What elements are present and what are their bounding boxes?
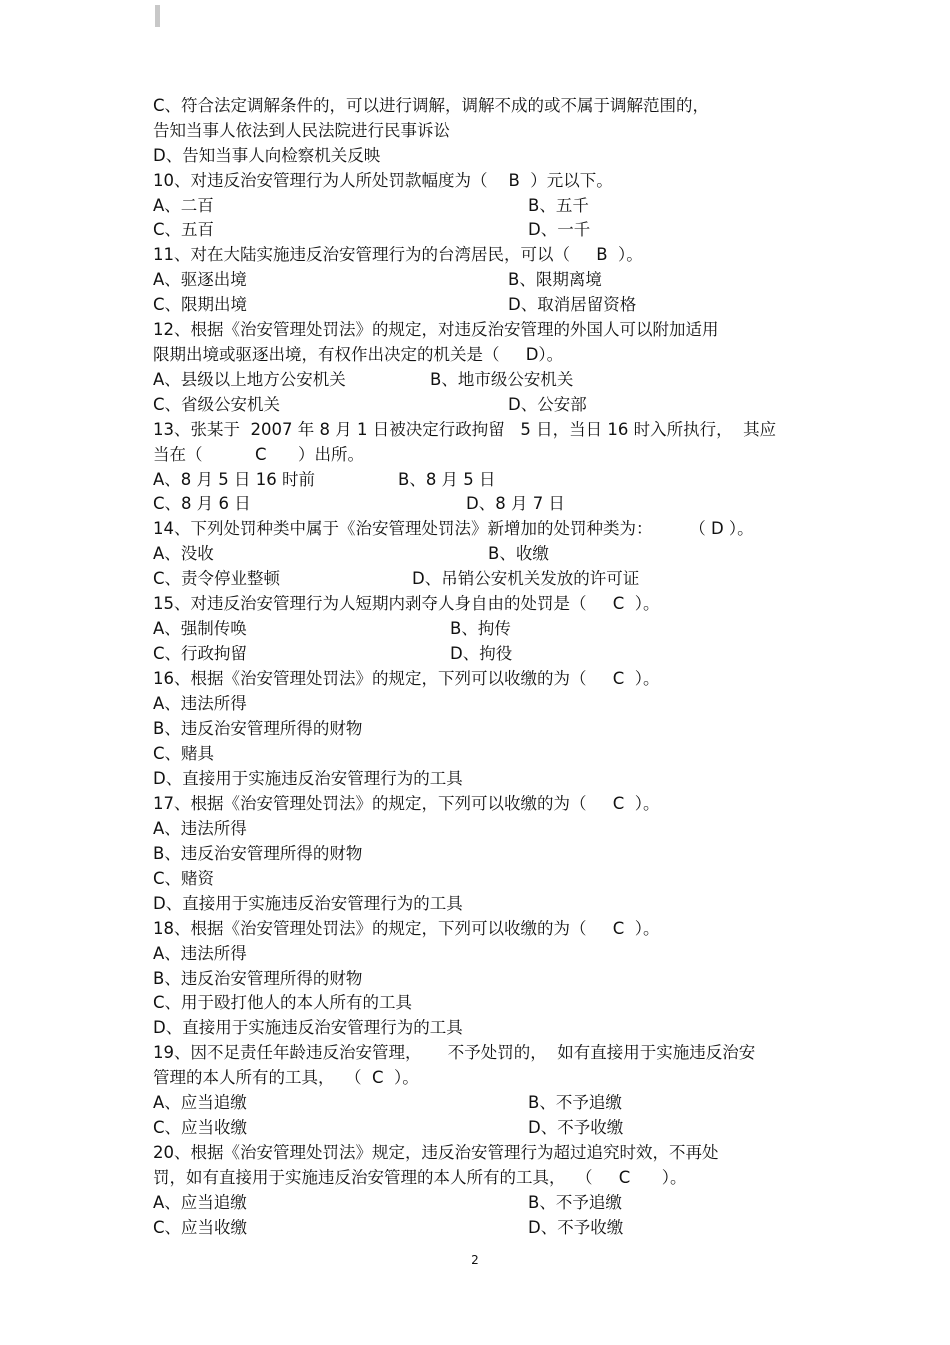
question-20: 20、根据《治安管理处罚法》规定，违反治安管理行为超过追究时效，不再处 xyxy=(153,1143,719,1162)
text-line: 管理的本人所有的工具， （ C ）。 xyxy=(153,1068,419,1087)
option-a: A、违法所得 xyxy=(153,944,247,963)
question-13: 13、张某于 2007 年 8 月 1 日被决定行政拘留 5 日，当日 16 时入所执行， 其应 xyxy=(153,420,777,439)
option-d: D、直接用于实施违反治安管理行为的工具 xyxy=(153,1018,463,1037)
option-c: C、五百 xyxy=(153,220,215,239)
text-line: 告知当事人依法到人民法院进行民事诉讼 xyxy=(153,121,450,140)
option-c: C、限期出境 xyxy=(153,295,248,314)
option-d: D、直接用于实施违反治安管理行为的工具 xyxy=(153,894,463,913)
option-b: B、限期离境 xyxy=(508,270,602,289)
option-d: D、取消居留资格 xyxy=(508,295,637,314)
option-a: A、违法所得 xyxy=(153,819,247,838)
text-line: 当在（ C ）出所。 xyxy=(153,445,364,464)
question-19: 19、因不足责任年龄违反治安管理， 不予处罚的， 如有直接用于实施违反治安 xyxy=(153,1043,756,1062)
text-line: 罚，如有直接用于实施违反治安管理的本人所有的工具， （ C ）。 xyxy=(153,1168,687,1187)
question-14: 14、下列处罚种类中属于《治安管理处罚法》新增加的处罚种类为： （ D ）。 xyxy=(153,519,754,538)
option-c: C、行政拘留 xyxy=(153,644,248,663)
scan-edge-mark xyxy=(155,5,160,27)
option-a: A、县级以上地方公安机关 xyxy=(153,370,346,389)
option-c: C、责令停业整顿 xyxy=(153,569,281,588)
option-a: A、驱逐出境 xyxy=(153,270,247,289)
option-b: B、违反治安管理所得的财物 xyxy=(153,969,363,988)
option-d: D、8 月 7 日 xyxy=(466,494,565,513)
option-b: B、违反治安管理所得的财物 xyxy=(153,719,363,738)
question-17: 17、根据《治安管理处罚法》的规定，下列可以收缴的为（ C ）。 xyxy=(153,794,660,813)
option-b: B、五千 xyxy=(528,196,589,215)
option-b: B、拘传 xyxy=(450,619,511,638)
option-a: A、强制传唤 xyxy=(153,619,247,638)
option-c: C、应当收缴 xyxy=(153,1218,248,1237)
option-b: B、违反治安管理所得的财物 xyxy=(153,844,363,863)
option-d: D、一千 xyxy=(528,220,591,239)
option-d: D、公安部 xyxy=(508,395,587,414)
text-line: C、符合法定调解条件的，可以进行调解，调解不成的或不属于调解范围的， xyxy=(153,96,710,115)
option-c: C、应当收缴 xyxy=(153,1118,248,1137)
question-16: 16、根据《治安管理处罚法》的规定，下列可以收缴的为（ C ）。 xyxy=(153,669,660,688)
option-d: D、拘役 xyxy=(450,644,513,663)
option-d: D、直接用于实施违反治安管理行为的工具 xyxy=(153,769,463,788)
question-18: 18、根据《治安管理处罚法》的规定，下列可以收缴的为（ C ）。 xyxy=(153,919,660,938)
option-a: A、应当追缴 xyxy=(153,1093,247,1112)
option-c: C、赌具 xyxy=(153,744,215,763)
option-b: B、地市级公安机关 xyxy=(430,370,574,389)
option-d: D、告知当事人向检察机关反映 xyxy=(153,146,381,165)
question-15: 15、对违反治安管理行为人短期内剥夺人身自由的处罚是（ C ）。 xyxy=(153,594,660,613)
option-a: A、8 月 5 日 16 时前 xyxy=(153,470,316,489)
option-d: D、不予收缴 xyxy=(528,1118,624,1137)
question-12: 12、根据《治安管理处罚法》的规定，对违反治安管理的外国人可以附加适用 xyxy=(153,320,719,339)
option-a: A、没收 xyxy=(153,544,214,563)
page-number: 2 xyxy=(471,1253,479,1267)
option-c: C、赌资 xyxy=(153,869,215,888)
question-11: 11、对在大陆实施违反治安管理行为的台湾居民，可以（ B ）。 xyxy=(153,245,643,264)
option-c: C、用于殴打他人的本人所有的工具 xyxy=(153,993,413,1012)
option-c: C、省级公安机关 xyxy=(153,395,281,414)
option-a: A、二百 xyxy=(153,196,214,215)
option-c: C、8 月 6 日 xyxy=(153,494,251,513)
option-b: B、8 月 5 日 xyxy=(398,470,496,489)
option-b: B、收缴 xyxy=(488,544,549,563)
question-10: 10、对违反治安管理行为人所处罚款幅度为（ B ）元以下。 xyxy=(153,171,613,190)
option-d: D、吊销公安机关发放的许可证 xyxy=(412,569,640,588)
text-line: 限期出境或驱逐出境，有权作出决定的机关是（ D）。 xyxy=(153,345,564,364)
option-b: B、不予追缴 xyxy=(528,1093,622,1112)
option-a: A、违法所得 xyxy=(153,694,247,713)
option-b: B、不予追缴 xyxy=(528,1193,622,1212)
option-a: A、应当追缴 xyxy=(153,1193,247,1212)
option-d: D、不予收缴 xyxy=(528,1218,624,1237)
